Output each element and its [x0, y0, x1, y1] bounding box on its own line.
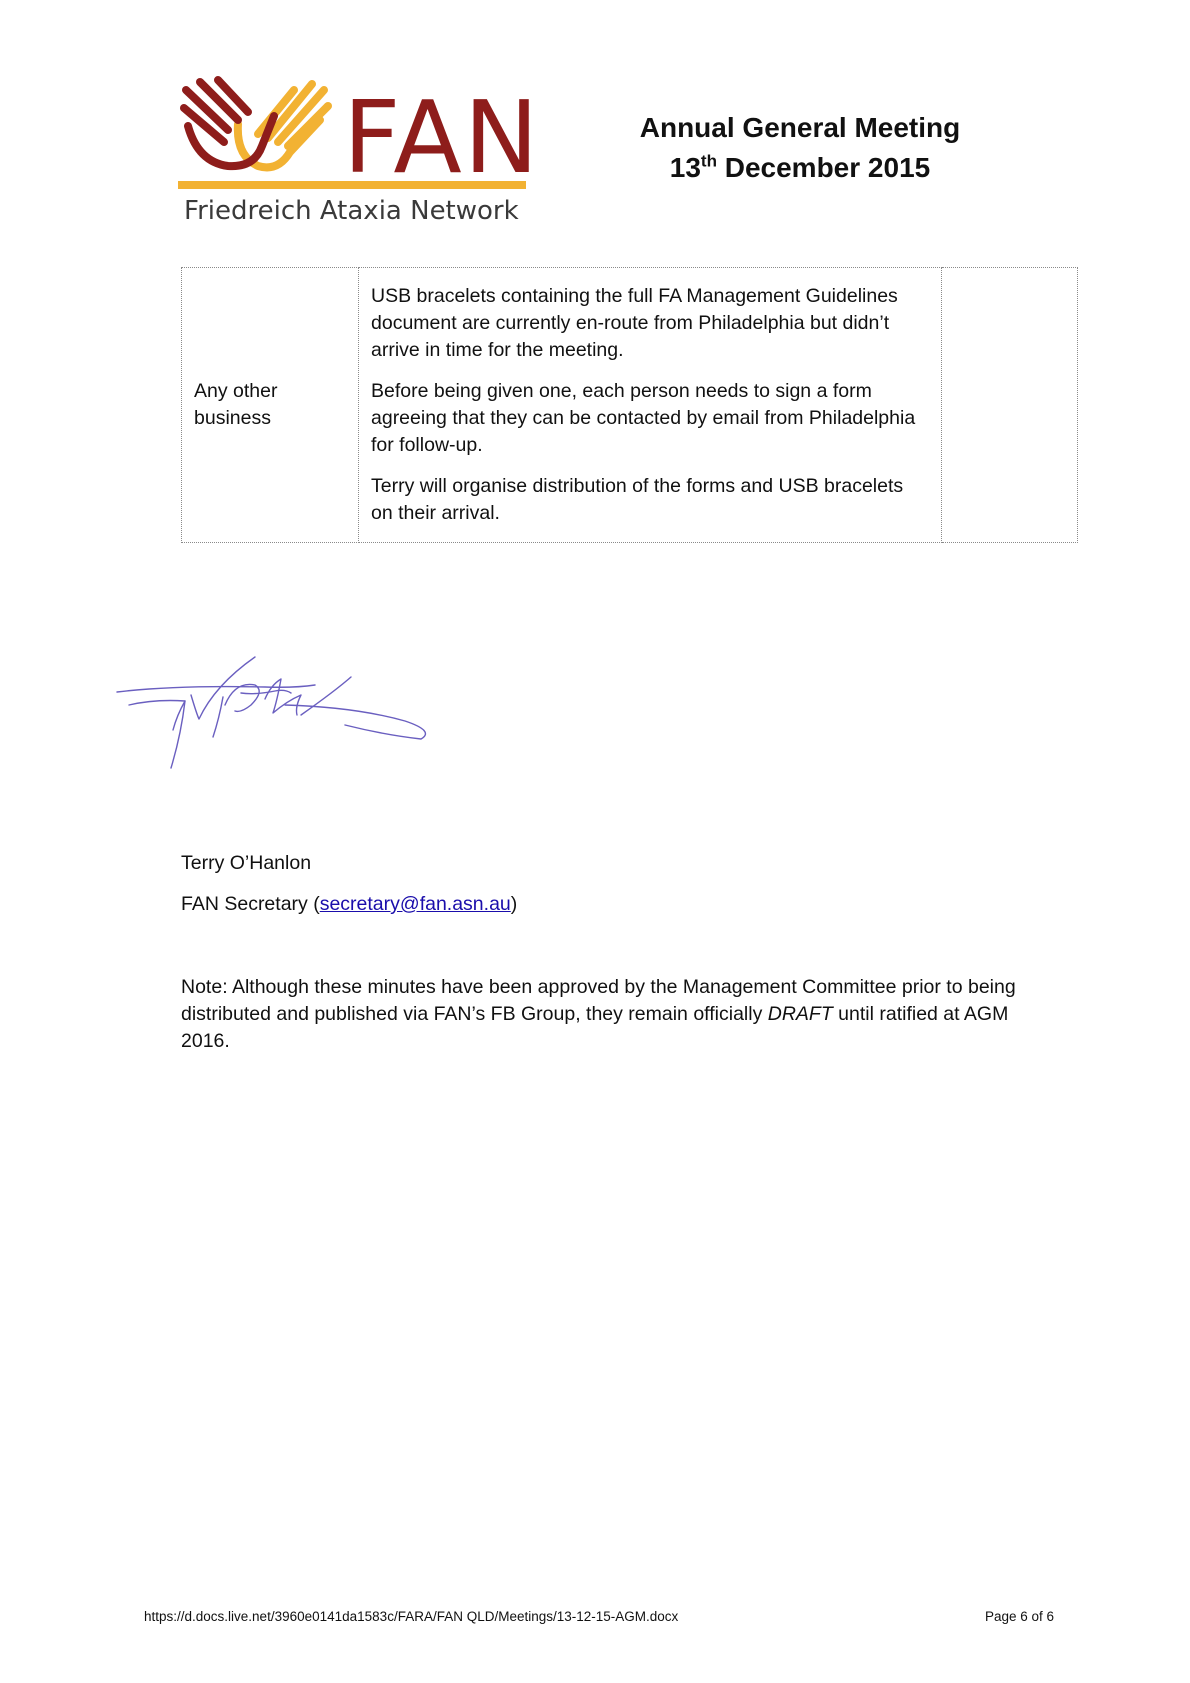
fan-logo: [178, 76, 541, 236]
logo-wordmark: FAN: [343, 79, 541, 196]
meeting-date: [590, 148, 1010, 188]
table-row: [182, 268, 1078, 543]
role-prefix: FAN Secretary (: [181, 893, 320, 915]
footer-file-path: https://d.docs.live.net/3960e0141da1583c/FARA/FAN QLD/Meetings/13-12-15-AGM.docx: [144, 1609, 679, 1624]
footer-page-number: Page 6 of 6: [984, 1609, 1054, 1624]
notes-paragraph: Terry will organise distribution of the forms and USB bracelets on their arrival.: [371, 475, 904, 524]
draft-note: [181, 974, 1061, 1055]
meeting-date-suffix: th: [700, 151, 717, 171]
meeting-date-rest: December 2015: [716, 152, 931, 183]
secretary-email-link[interactable]: secretary@fan.asn.au: [319, 893, 511, 915]
role-suffix: ): [510, 893, 518, 915]
topic-cell: Any other business: [182, 268, 359, 543]
hands-icon: [178, 76, 353, 191]
logo-subtitle: Friedreich Ataxia Network: [184, 196, 519, 226]
minutes-table: [181, 267, 1078, 543]
notes-cell: [359, 268, 942, 543]
note-text-before: Note: Although these minutes have been approved by the Management Committee prior to being distributed and published via FAN’s FB Group, they remain officially: [181, 976, 1016, 1025]
notes-paragraph: USB bracelets containing the full FA Management Guidelines document are currently en-route from Philadelphia but didn’t arrive in time for the meeting.: [371, 285, 898, 361]
action-cell: [942, 268, 1078, 543]
meeting-title-line: Annual General Meeting: [639, 112, 961, 143]
signatory-name: Terry O’Hanlon: [181, 852, 312, 874]
meeting-date-day: 13: [669, 152, 701, 183]
note-emphasis: DRAFT: [767, 1003, 833, 1025]
signatory-role: [181, 891, 517, 918]
notes-paragraph: Before being given one, each person needs to sign a form agreeing that they can be contacted by email from Philadelphia for follow-up.: [371, 380, 916, 456]
meeting-title: [590, 108, 1010, 188]
handwritten-signature: [115, 655, 455, 785]
note-text-after: until ratified at AGM 2016.: [181, 1003, 1009, 1052]
